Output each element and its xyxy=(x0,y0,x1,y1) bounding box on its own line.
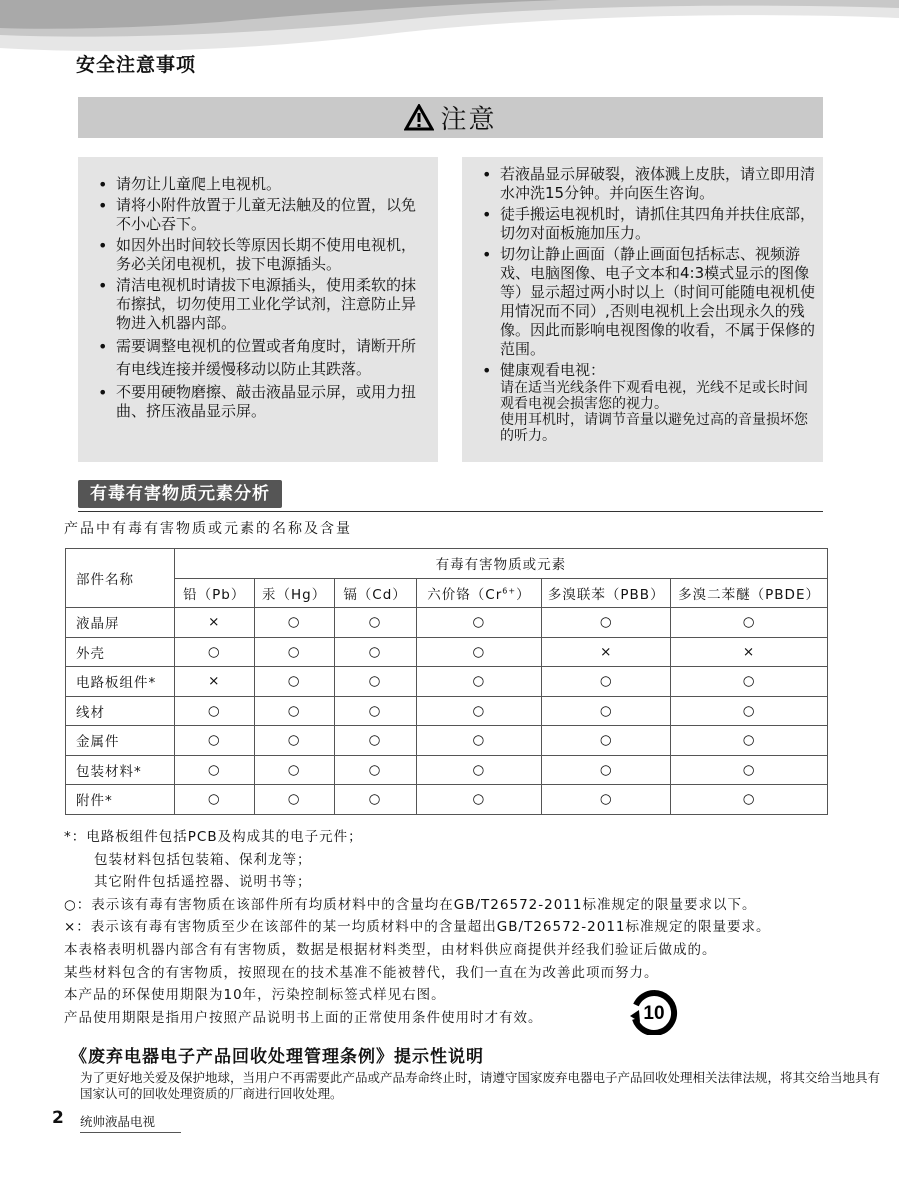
substance-cell: ○ xyxy=(542,755,671,785)
note-line: ×：表示该有毒有害物质至少在该部件的某一均质材料中的含量超出GB/T26572-2011标准规定的限量要求。 xyxy=(64,919,771,936)
column-header: 镉（Cd） xyxy=(334,578,416,608)
substance-cell: ○ xyxy=(671,726,828,756)
table-subheader-row xyxy=(66,578,828,608)
substance-cell: ○ xyxy=(334,726,416,756)
table-row xyxy=(66,637,828,667)
footer-product-name: 统帅液晶电视 xyxy=(80,1112,181,1133)
note-line: 产品使用期限是指用户按照产品说明书上面的正常使用条件使用时才有效。 xyxy=(64,1009,543,1026)
substance-cell: × xyxy=(542,637,671,667)
part-name-cell: 金属件 xyxy=(66,726,175,756)
page-number: 2 xyxy=(52,1108,64,1128)
hazardous-substance-table xyxy=(65,548,828,815)
safety-notes-left xyxy=(78,157,438,462)
substance-cell: ○ xyxy=(671,696,828,726)
substance-cell: ○ xyxy=(254,667,334,697)
list-item: • 切勿让静止画面（静止画面包括标志、视频游戏、电脑图像、电子文本和4:3模式显示的图像等）显示超过两小时以上（时间可能随电视机使用情况而不同）,否则电视机上会出现永久的残像。因此而影响电视图像的收看，不属于保修的范围。 xyxy=(478,245,818,359)
list-item: • 需要调整电视机的位置或者角度时，请断开所有电线连接并缓慢移动以防止其跌落。 xyxy=(94,335,430,381)
substance-group-header: 有毒有害物质或元素 xyxy=(174,549,827,579)
list-item: • 如因外出时间较长等原因长期不使用电视机，务必关闭电视机，拔下电源插头。 xyxy=(94,236,430,274)
note-line: 某些材料包含的有害物质，按照现在的技术基准不能被替代，我们一直在为改善此项而努力。 xyxy=(64,964,659,981)
substance-cell: × xyxy=(671,637,828,667)
substance-cell: × xyxy=(174,667,254,697)
table-row xyxy=(66,667,828,697)
table-row xyxy=(66,785,828,815)
substance-cell: ○ xyxy=(671,755,828,785)
substance-cell: ○ xyxy=(174,785,254,815)
column-header: 铅（Pb） xyxy=(174,578,254,608)
substance-cell: ○ xyxy=(254,785,334,815)
substance-cell: ○ xyxy=(542,608,671,638)
list-item: • 若液晶显示屏破裂，液体溅上皮肤，请立即用清水冲洗15分钟。并向医生咨询。 xyxy=(478,165,818,203)
eco-label-text: 10 xyxy=(643,1003,665,1024)
health-title: • 健康观看电视： xyxy=(500,361,606,379)
substance-cell: ○ xyxy=(542,667,671,697)
note-line: 包装材料包括包装箱、保利龙等； xyxy=(94,851,312,868)
note-line: ○：表示该有毒有害物质在该部件所有均质材料中的含量均在GB/T26572-2011标准规定的限量要求以下。 xyxy=(64,896,757,913)
table-notes xyxy=(64,826,884,1029)
list-item: • 清洁电视机时请拔下电源插头，使用柔软的抹布擦拭，切勿使用工业化学试剂，注意防止异物进入机器内部。 xyxy=(94,276,430,333)
substance-cell: ○ xyxy=(334,667,416,697)
part-name-cell: 外壳 xyxy=(66,637,175,667)
substance-cell: ○ xyxy=(671,785,828,815)
substance-cell: ○ xyxy=(334,755,416,785)
list-item: • 请将小附件放置于儿童无法触及的位置，以免不小心吞下。 xyxy=(94,196,430,234)
substance-cell: ○ xyxy=(334,696,416,726)
substance-cell: × xyxy=(174,608,254,638)
health-line-1: 请在适当光线条件下观看电视，光线不足或长时间观看电视会损害您的视力。 xyxy=(500,380,808,412)
substance-cell: ○ xyxy=(542,696,671,726)
section-divider xyxy=(78,511,823,512)
substance-cell: ○ xyxy=(174,637,254,667)
note-line: 其它附件包括遥控器、说明书等； xyxy=(94,874,312,891)
substance-cell: ○ xyxy=(334,608,416,638)
column-header: 多溴联苯（PBB） xyxy=(542,578,671,608)
substance-cell: ○ xyxy=(416,667,542,697)
substance-cell: ○ xyxy=(416,696,542,726)
note-line: *：电路板组件包括PCB及构成其的电子元件； xyxy=(64,829,363,845)
substance-cell: ○ xyxy=(416,785,542,815)
part-name-cell: 附件* xyxy=(66,785,175,815)
list-item: • 请勿让儿童爬上电视机。 xyxy=(94,175,430,194)
warning-triangle-icon xyxy=(404,104,434,131)
part-name-cell: 包装材料* xyxy=(66,755,175,785)
caution-banner xyxy=(78,97,823,138)
note-line: 本产品的环保使用期限为10年，污染控制标签式样见右图。 xyxy=(64,987,446,1004)
substance-cell: ○ xyxy=(542,726,671,756)
safety-notes-right xyxy=(462,157,823,462)
substance-cell: ○ xyxy=(334,637,416,667)
substance-cell: ○ xyxy=(416,726,542,756)
part-name-cell: 电路板组件* xyxy=(66,667,175,697)
substance-cell: ○ xyxy=(254,696,334,726)
table-caption: 产品中有毒有害物质或元素的名称及含量 xyxy=(64,521,352,537)
caution-label: 注意 xyxy=(440,105,497,135)
substance-cell: ○ xyxy=(334,785,416,815)
table-row xyxy=(66,608,828,638)
substance-cell: ○ xyxy=(542,785,671,815)
substance-cell: ○ xyxy=(416,608,542,638)
substance-cell: ○ xyxy=(254,637,334,667)
column-header: 汞（Hg） xyxy=(254,578,334,608)
note-line: 本表格表明机器内部含有有害物质，数据是根据材料类型，由材料供应商提供并经我们验证后做成的。 xyxy=(64,941,717,958)
substance-cell: ○ xyxy=(254,608,334,638)
column-header: 多溴二苯醚（PBDE） xyxy=(671,578,828,608)
section-title: 有毒有害物质元素分析 xyxy=(78,480,282,508)
waste-notice-body: 为了更好地关爱及保护地球，当用户不再需要此产品或产品寿命终止时，请遵守国家废弃电器电子产品回收处理相关法律法规，将其交给当地具有国家认可的回收处理资质的厂商进行回收处理。 xyxy=(80,1070,881,1101)
substance-cell: ○ xyxy=(416,755,542,785)
table-row xyxy=(66,755,828,785)
table-header-row xyxy=(66,549,828,579)
substance-cell: ○ xyxy=(174,755,254,785)
list-item: • 徒手搬运电视机时，请抓住其四角并扶住底部，切勿对面板施加压力。 xyxy=(478,205,818,243)
part-name-cell: 线材 xyxy=(66,696,175,726)
waste-notice-title: 《废弃电器电子产品回收处理管理条例》提示性说明 xyxy=(70,1047,484,1067)
list-item-health xyxy=(478,361,818,444)
substance-cell: ○ xyxy=(174,696,254,726)
list-item: • 不要用硬物磨擦、敲击液晶显示屏，或用力扭曲、挤压液晶显示屏。 xyxy=(94,383,430,421)
eco-period-10-icon xyxy=(628,989,680,1035)
substance-cell: ○ xyxy=(174,726,254,756)
column-header-cr: 六价铬$(Cr^{6+})$ xyxy=(416,578,542,608)
page-title: 安全注意事项 xyxy=(76,54,197,76)
table-row xyxy=(66,696,828,726)
part-name-cell: 液晶屏 xyxy=(66,608,175,638)
substance-cell: ○ xyxy=(254,726,334,756)
table-row xyxy=(66,726,828,756)
substance-cell: ○ xyxy=(671,608,828,638)
part-name-header: 部件名称 xyxy=(66,549,175,608)
substance-cell: ○ xyxy=(254,755,334,785)
substance-cell: ○ xyxy=(416,637,542,667)
health-line-2: 使用耳机时，请调节音量以避免过高的音量损坏您的听力。 xyxy=(500,412,808,444)
substance-cell: ○ xyxy=(671,667,828,697)
